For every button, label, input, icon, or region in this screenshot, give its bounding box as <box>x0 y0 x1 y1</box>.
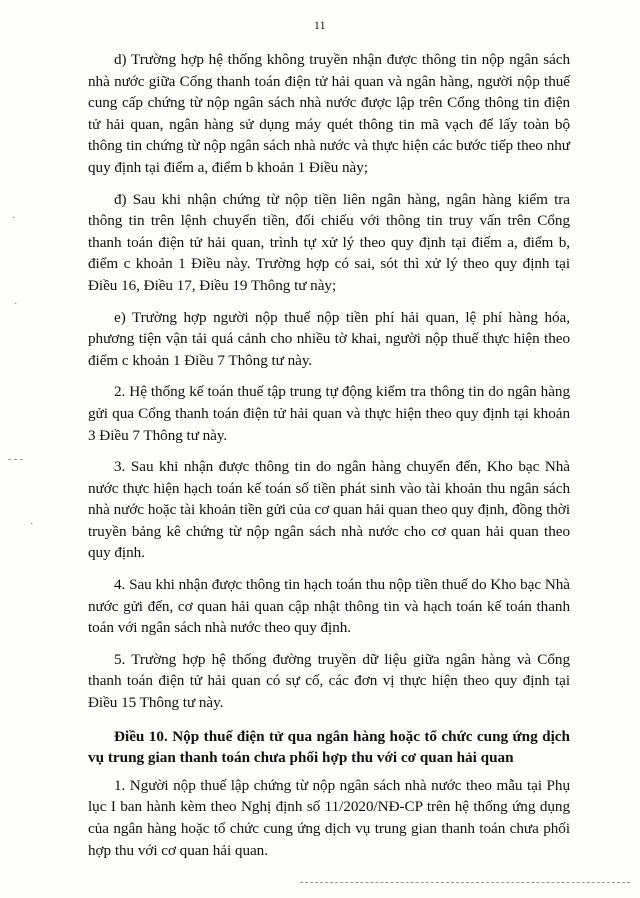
paragraph-dd: đ) Sau khi nhận chứng từ nộp tiền liên ngân hàng, ngân hàng kiểm tra thông tin trên lệnh chuyển tiền, đối chiếu với thông tin truy vấn trên Cổng thanh toán điện tử hải quan, trình tự xử lý theo quy định tại điểm a, điểm b, điểm c khoản 1 Điều này. Trường hợp có sai, sót thì xử lý theo quy định tại Điều 16, Điều 17, Điều 19 Thông tư này; <box>88 190 570 294</box>
scan-mark: - - - <box>8 454 23 465</box>
page-number: 11 <box>313 20 327 32</box>
paragraph-5: 5. Trường hợp hệ thống đường truyền dữ liệu giữa ngân hàng và Cổng thanh toán điện tử hải quan có sự cố, các đơn vị thực hiện theo quy định tại Điều 15 Thông tư này. <box>88 650 570 712</box>
document-body <box>88 49 570 871</box>
paragraph-e: e) Trường hợp người nộp thuế nộp tiền phí hải quan, lệ phí hàng hóa, phương tiện vận tải quá cảnh cho nhiều tờ khai, người nộp thuế thực hiện theo điểm c khoản 1 Điều 7 Thông tư này. <box>88 308 570 369</box>
article-10-paragraph-1: 1. Người nộp thuế lập chứng từ nộp ngân sách nhà nước theo mẫu tại Phụ lục I ban hành kèm theo Nghị định số 11/2020/NĐ-CP trên hệ thống ứng dụng của ngân hàng hoặc tổ chức cung ứng dịch vụ trung gian thanh toán chưa phối hợp thu với cơ quan hải quan. <box>88 776 570 859</box>
scan-mark: · <box>12 213 16 224</box>
scan-edge-line <box>300 882 630 884</box>
paragraph-3: 3. Sau khi nhận được thông tin do ngân hàng chuyển đến, Kho bạc Nhà nước thực hiện hạch toán kế toán số tiền phát sinh vào tài khoản thu ngân sách nhà nước hoặc tài khoản tiền gửi của cơ quan hải quan theo quy định, đồng thời truyền bảng kê chứng từ nộp ngân sách nhà nước cho cơ quan hải quan theo quy định. <box>88 458 570 562</box>
paragraph-4: 4. Sau khi nhận được thông tin hạch toán thu nộp tiền thuế do Kho bạc Nhà nước gửi đến, cơ quan hải quan cập nhật thông tin và hạch toán kế toán thanh toán với ngân sách nhà nước theo quy định. <box>88 576 570 637</box>
article-10-heading: Điều 10. Nộp thuế điện tử qua ngân hàng hoặc tổ chức cung ứng dịch vụ trung gian thanh toán chưa phối hợp thu với cơ quan hải quan <box>88 727 570 767</box>
scan-mark: · <box>14 299 18 310</box>
scan-mark: · <box>30 519 34 530</box>
paragraph-d: d) Trường hợp hệ thống không truyền nhận được thông tin nộp ngân sách nhà nước giữa Cổng thanh toán điện tử hải quan và ngân hàng, người nộp thuế cung cấp chứng từ nộp ngân sách nhà nước được lập trên Cổng thông tin điện tử hải quan, ngân hàng sử dụng máy quét thông tin mã vạch để lấy toàn bộ thông tin chứng từ nộp ngân sách nhà nước và thực hiện các bước tiếp theo như quy định tại điểm a, điểm b khoản 1 Điều này; <box>88 51 570 176</box>
paragraph-2: 2. Hệ thống kế toán thuế tập trung tự động kiểm tra thông tin do ngân hàng gửi qua Cổng thanh toán điện tử hải quan và thực hiện theo quy định tại khoản 3 Điều 7 Thông tư này. <box>88 383 570 444</box>
